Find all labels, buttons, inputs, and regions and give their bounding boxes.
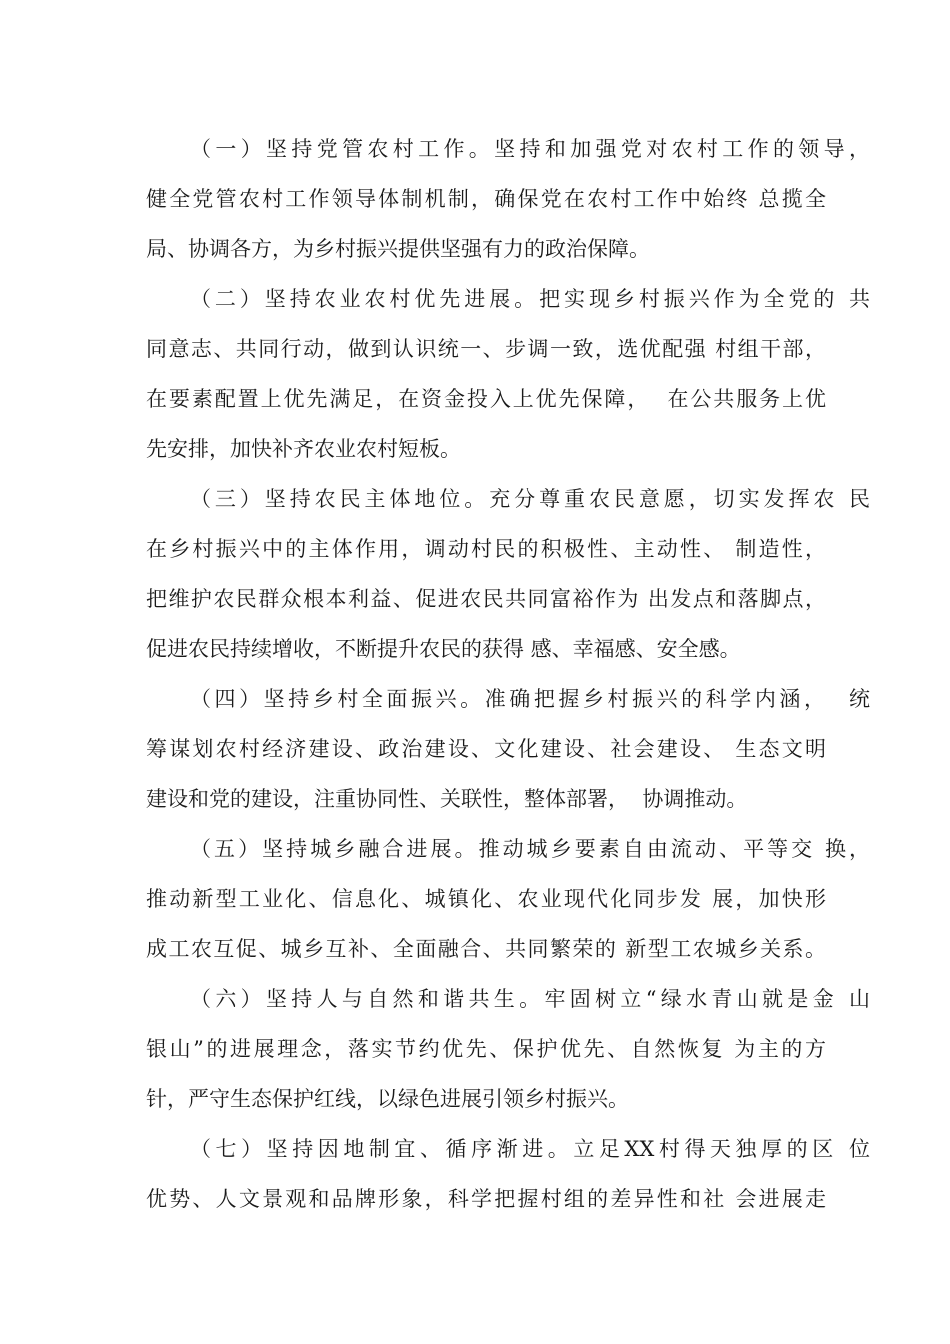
text-line: 局、协调各方，为乡村振兴提供坚强有力的政治保障。 [146,237,650,261]
text-line: 银山”的进展理念，落实节约优先、保护优先、自然恢复 为主的方 [146,1037,826,1061]
text-line: 筹谋划农村经济建设、政治建设、文化建设、社会建设、 生态文明 [146,737,826,761]
text-line: 同意志、共同行动，做到认识统一、步调一致，选优配强 村组干部， [146,337,826,361]
text-line: （二）坚持农业农村优先进展。把实现乡村振兴作为全党的 共 [190,287,870,311]
text-line: 成工农互促、城乡互补、全面融合、共同繁荣的 新型工农城乡关系。 [146,937,826,961]
text-line: （三）坚持农民主体地位。充分尊重农民意愿，切实发挥农 民 [190,487,870,511]
text-line: 在要素配置上优先满足，在资金投入上优先保障， 在公共服务上优 [146,387,826,411]
text-line: 针，严守生态保护红线，以绿色进展引领乡村振兴。 [146,1087,629,1111]
text-line: 促进农民持续增收，不断提升农民的获得 感、幸福感、安全感。 [146,637,741,661]
text-line: （六）坚持人与自然和谐共生。牢固树立“绿水青山就是金 山 [190,987,870,1011]
text-line: 健全党管农村工作领导体制机制，确保党在农村工作中始终 总揽全 [146,187,826,211]
text-line: 在乡村振兴中的主体作用，调动村民的积极性、主动性、 制造性， [146,537,826,561]
text-line: （五）坚持城乡融合进展。推动城乡要素自由流动、平等交 换， [190,837,870,861]
text-line: 优势、人文景观和品牌形象，科学把握村组的差异性和社 会进展走 [146,1187,826,1211]
text-line: （一）坚持党管农村工作。坚持和加强党对农村工作的领导， [190,137,870,161]
text-line: 建设和党的建设，注重协同性、关联性，整体部署， 协调推动。 [146,787,748,811]
text-line: 把维护农民群众根本利益、促进农民共同富裕作为 出发点和落脚点， [146,587,826,611]
text-line: （七）坚持因地制宜、循序渐进。立足XX村得天独厚的区 位 [190,1137,870,1161]
text-line: （四）坚持乡村全面振兴。准确把握乡村振兴的科学内涵， 统 [190,687,870,711]
text-line: 推动新型工业化、信息化、城镇化、农业现代化同步发 展，加快形 [146,887,826,911]
text-line: 先安排，加快补齐农业农村短板。 [146,437,461,461]
